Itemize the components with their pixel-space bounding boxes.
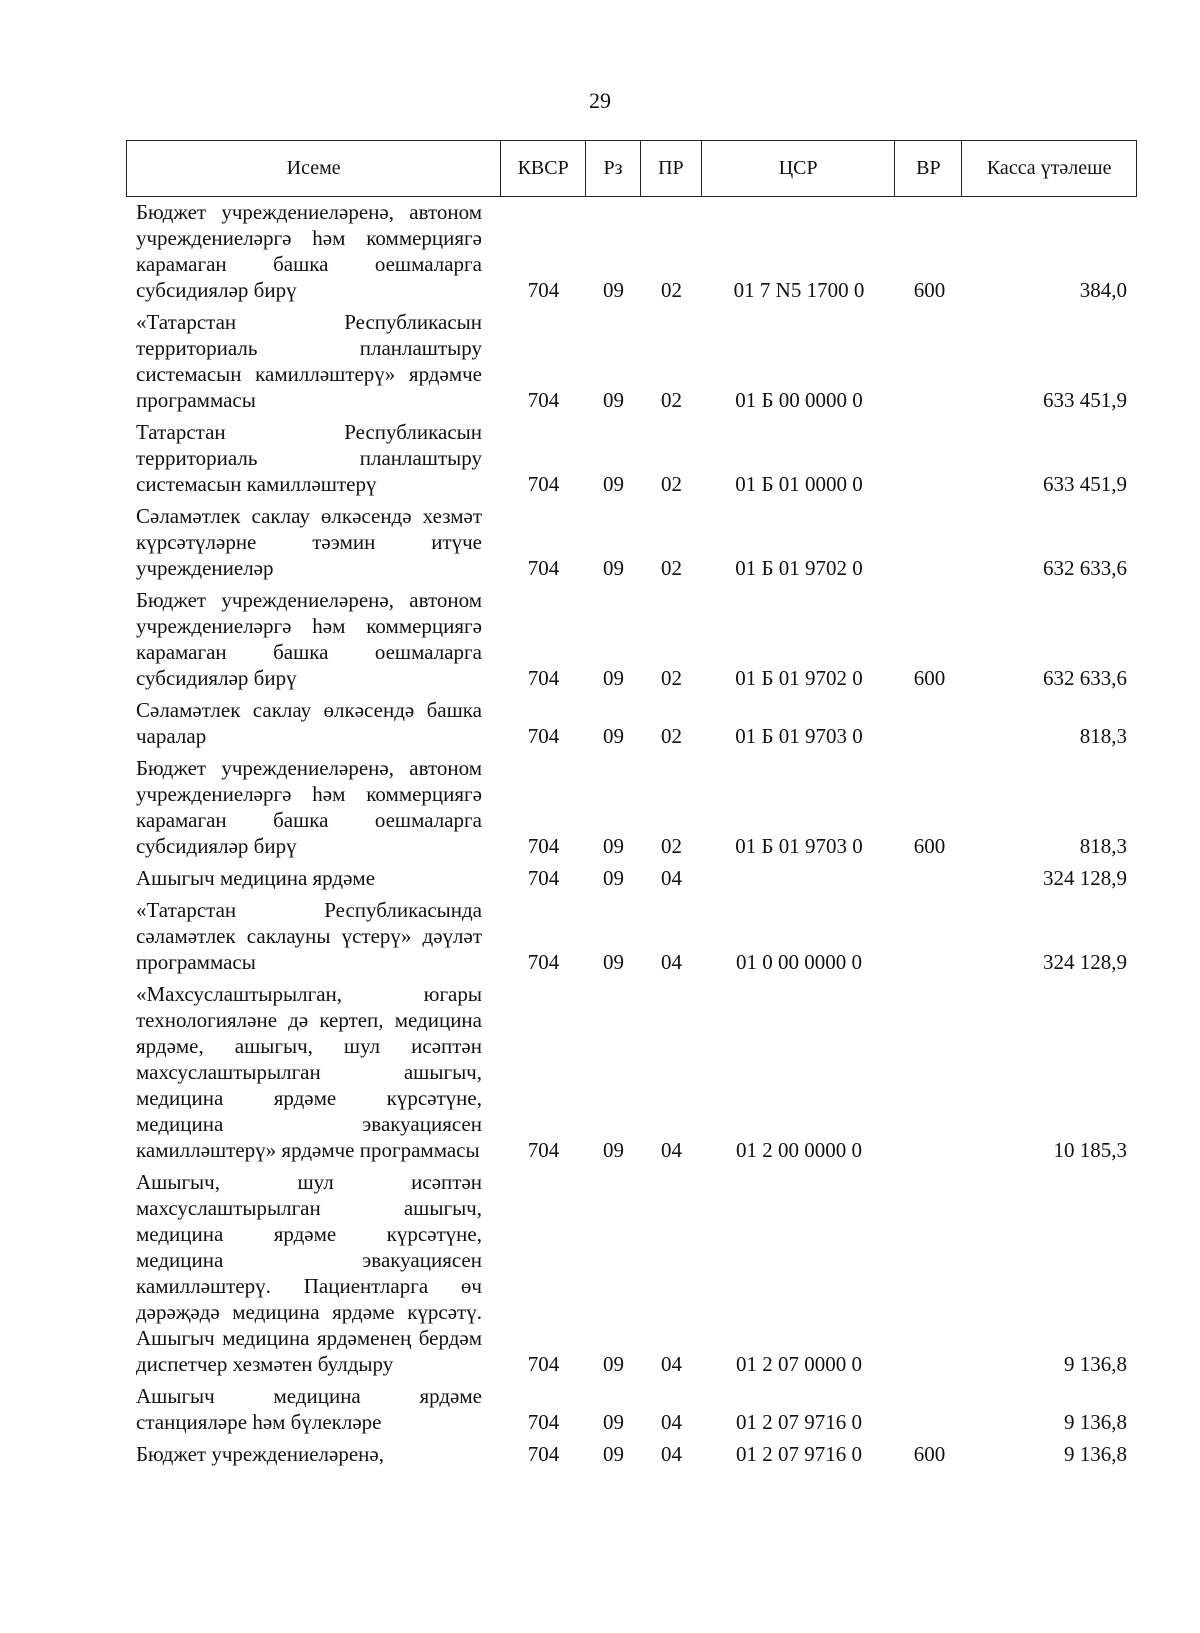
row-pr: 02 bbox=[661, 556, 682, 580]
row-pr: 02 bbox=[661, 472, 682, 496]
table-row bbox=[126, 419, 1137, 497]
row-name: Бюджет учреждениеләренә, автоном учреждениеләргә һәм коммерциягә карамаган башка оешмаларга субсидияләр бирү bbox=[136, 588, 482, 690]
row-kvsr: 704 bbox=[527, 866, 560, 890]
row-rz: 09 bbox=[603, 1352, 624, 1376]
header-sum: Касса үтәлеше bbox=[986, 157, 1112, 179]
row-sum: 632 633,6 bbox=[1043, 666, 1127, 690]
row-pr: 04 bbox=[661, 1442, 682, 1466]
table-row bbox=[126, 503, 1137, 581]
row-sum: 10 185,3 bbox=[1053, 1138, 1127, 1162]
row-name: Сәламәтлек саклау өлкәсендә башка чаралар bbox=[136, 698, 482, 748]
row-kvsr: 704 bbox=[527, 950, 560, 974]
row-pr: 02 bbox=[661, 834, 682, 858]
row-pr: 02 bbox=[661, 724, 682, 748]
row-sum: 818,3 bbox=[1079, 724, 1127, 748]
row-kvsr: 704 bbox=[527, 1352, 560, 1376]
row-rz: 09 bbox=[603, 278, 624, 302]
row-rz: 09 bbox=[603, 556, 624, 580]
row-name: «Татарстан Республикасында сәламәтлек саклауны үстерү» дәүләт программасы bbox=[136, 898, 482, 974]
row-pr: 04 bbox=[661, 1138, 682, 1162]
row-csr: 01 Б 01 9702 0 bbox=[735, 556, 863, 580]
row-sum: 384,0 bbox=[1079, 278, 1127, 302]
row-rz: 09 bbox=[603, 724, 624, 748]
table-row bbox=[126, 897, 1137, 975]
row-csr: 01 Б 01 9702 0 bbox=[735, 666, 863, 690]
row-kvsr: 704 bbox=[527, 1138, 560, 1162]
row-rz: 09 bbox=[603, 866, 624, 890]
row-name: Татарстан Республикасын территориаль планлаштыру системасын камилләштерү bbox=[136, 420, 482, 496]
row-csr: 01 2 07 9716 0 bbox=[736, 1442, 862, 1466]
row-sum: 632 633,6 bbox=[1043, 556, 1127, 580]
table-row bbox=[126, 309, 1137, 413]
header-name: Исеме bbox=[127, 141, 501, 196]
row-rz: 09 bbox=[603, 950, 624, 974]
row-name: Ашыгыч, шул исәптән махсуслаштырылган ашыгыч, медицина ярдәме күрсәтүне, медицина эвакуациясен камилләштерү. Пациентларга өч дәрәҗәдә медицина ярдәме күрсәтү. Ашыгыч медицина ярдәменең бердәм диспетчер хезмәтен булдыру bbox=[136, 1170, 482, 1376]
row-kvsr: 704 bbox=[527, 834, 560, 858]
row-name: Ашыгыч медицина ярдәме bbox=[136, 866, 376, 890]
row-sum: 9 136,8 bbox=[1064, 1442, 1127, 1466]
header-kvsr: КВСР bbox=[501, 141, 586, 196]
row-kvsr: 704 bbox=[527, 724, 560, 748]
row-pr: 04 bbox=[661, 1410, 682, 1434]
row-name: Ашыгыч медицина ярдәме станцияләре һәм бүлекләре bbox=[136, 1384, 482, 1434]
table-row bbox=[126, 981, 1137, 1163]
row-kvsr: 704 bbox=[527, 472, 560, 496]
row-csr: 01 2 00 0000 0 bbox=[736, 1138, 862, 1162]
row-sum: 324 128,9 bbox=[1043, 950, 1127, 974]
row-kvsr: 704 bbox=[527, 388, 560, 412]
row-pr: 04 bbox=[661, 1352, 682, 1376]
row-pr: 02 bbox=[661, 666, 682, 690]
row-kvsr: 704 bbox=[527, 666, 560, 690]
row-name: «Татарстан Республикасын территориаль планлаштыру системасын камилләштерү» ярдәмче программасы bbox=[136, 310, 482, 412]
header-rz: Рз bbox=[586, 141, 641, 196]
header-csr: ЦСР bbox=[702, 141, 896, 196]
header-pr: ПР bbox=[641, 141, 702, 196]
row-csr: 01 Б 01 9703 0 bbox=[735, 834, 863, 858]
table-body bbox=[126, 199, 1137, 1473]
row-rz: 09 bbox=[603, 1138, 624, 1162]
row-sum: 324 128,9 bbox=[1043, 866, 1127, 890]
row-csr: 01 2 07 9716 0 bbox=[736, 1410, 862, 1434]
row-csr: 01 0 00 0000 0 bbox=[736, 950, 862, 974]
row-pr: 02 bbox=[661, 278, 682, 302]
row-vr: 600 bbox=[913, 1442, 946, 1466]
page-number: 29 bbox=[589, 88, 611, 113]
row-rz: 09 bbox=[603, 472, 624, 496]
row-csr: 01 Б 01 0000 0 bbox=[735, 472, 863, 496]
table-row bbox=[126, 1383, 1137, 1435]
row-name: Бюджет учреждениеләренә, bbox=[136, 1442, 384, 1466]
row-sum: 633 451,9 bbox=[1043, 472, 1127, 496]
row-name: Бюджет учреждениеләренә, автоном учреждениеләргә һәм коммерциягә карамаган башка оешмаларга субсидияләр бирү bbox=[136, 200, 482, 302]
row-kvsr: 704 bbox=[527, 278, 560, 302]
row-csr: 01 2 07 0000 0 bbox=[736, 1352, 862, 1376]
header-vr: ВР bbox=[895, 141, 962, 196]
row-rz: 09 bbox=[603, 1442, 624, 1466]
table-row bbox=[126, 697, 1137, 749]
row-sum: 818,3 bbox=[1079, 834, 1127, 858]
table-row bbox=[126, 587, 1137, 691]
row-csr: 01 7 N5 1700 0 bbox=[733, 278, 865, 302]
row-rz: 09 bbox=[603, 388, 624, 412]
table-header bbox=[126, 140, 1137, 197]
row-vr: 600 bbox=[913, 666, 946, 690]
row-kvsr: 704 bbox=[527, 1410, 560, 1434]
table-row bbox=[126, 1169, 1137, 1377]
row-pr: 04 bbox=[661, 866, 682, 890]
table-row bbox=[126, 755, 1137, 859]
table-row bbox=[126, 199, 1137, 303]
row-sum: 9 136,8 bbox=[1064, 1352, 1127, 1376]
row-csr: 01 Б 00 0000 0 bbox=[735, 388, 863, 412]
row-name: «Махсуслаштырылган, югары технологияләне дә кертеп, медицина ярдәме, ашыгыч, шул исәптән махсуслаштырылган ашыгыч, медицина ярдәме күрсәтүне, медицина эвакуациясен камилләштерү» ярдәмче программасы bbox=[136, 982, 482, 1162]
row-rz: 09 bbox=[603, 1410, 624, 1434]
row-vr: 600 bbox=[913, 834, 946, 858]
table-row bbox=[126, 1441, 1137, 1467]
row-name: Бюджет учреждениеләренә, автоном учреждениеләргә һәм коммерциягә карамаган башка оешмаларга субсидияләр бирү bbox=[136, 756, 482, 858]
row-pr: 04 bbox=[661, 950, 682, 974]
row-name: Сәламәтлек саклау өлкәсендә хезмәт күрсәтүләрне тәэмин итүче учреждениеләр bbox=[136, 504, 482, 580]
row-kvsr: 704 bbox=[527, 556, 560, 580]
row-rz: 09 bbox=[603, 834, 624, 858]
table-row bbox=[126, 865, 1137, 891]
row-vr: 600 bbox=[913, 278, 946, 302]
row-sum: 633 451,9 bbox=[1043, 388, 1127, 412]
row-kvsr: 704 bbox=[527, 1442, 560, 1466]
row-rz: 09 bbox=[603, 666, 624, 690]
row-pr: 02 bbox=[661, 388, 682, 412]
row-sum: 9 136,8 bbox=[1064, 1410, 1127, 1434]
row-csr: 01 Б 01 9703 0 bbox=[735, 724, 863, 748]
